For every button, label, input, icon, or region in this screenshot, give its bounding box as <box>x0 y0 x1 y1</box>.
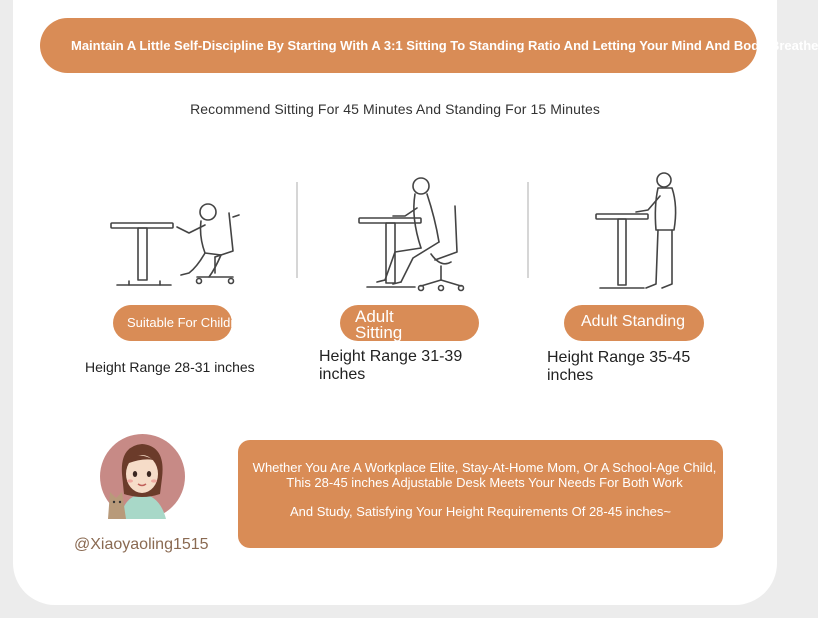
avatar <box>100 434 185 519</box>
mode-badge-label: Suitable For Children <box>127 315 250 330</box>
child-desk-illustration <box>105 195 245 295</box>
height-range-children: Height Range 28-31 inches <box>85 359 255 375</box>
cartoon-girl-avatar-icon <box>100 434 185 519</box>
column-divider <box>527 182 529 278</box>
description-box <box>238 440 723 548</box>
description-line-2: And Study, Satisfying Your Height Requirements Of 28-45 inches~ <box>290 504 671 519</box>
adult-sitting-illustration <box>355 172 475 294</box>
recommendation-text: Recommend Sitting For 45 Minutes And Standing For 15 Minutes <box>190 101 600 117</box>
author-handle: @Xiaoyaoling1515 <box>74 536 209 553</box>
adult-standing-illustration <box>592 170 692 294</box>
ratio-banner-text: Maintain A Little Self-Discipline By Starting With A 3:1 Sitting To Standing Ratio And Letting Your Mind And Body Breathe <box>71 38 818 53</box>
mode-badge-label: Adult Standing <box>581 313 686 330</box>
mode-badge-label: Adult Sitting <box>355 307 403 342</box>
description-line-1: Whether You Are A Workplace Elite, Stay-At-Home Mom, Or A School-Age Child, This 28-45 inches Adjustable Desk Meets Your Needs For Both Work <box>252 460 717 490</box>
height-range-adult-standing: Height Range 35-45 inches <box>547 349 691 384</box>
ratio-banner <box>40 18 818 73</box>
mode-badge-adult-standing <box>564 305 704 341</box>
mode-badge-adult-sitting <box>340 305 479 341</box>
mode-badge-children <box>113 305 250 341</box>
height-range-adult-sitting: Height Range 31-39 inches <box>319 348 463 383</box>
column-divider <box>296 182 298 278</box>
